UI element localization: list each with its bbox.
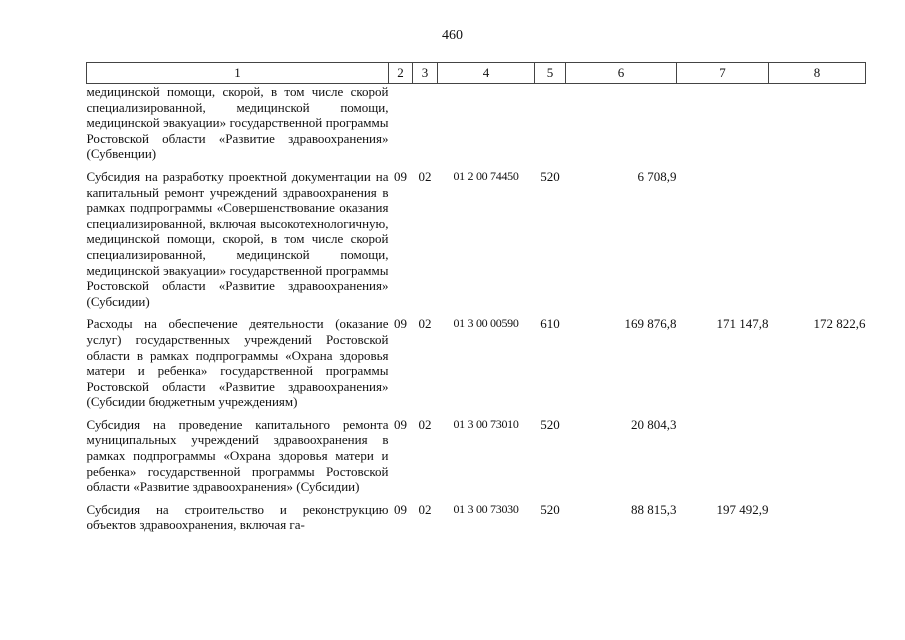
row-description: Субсидия на проведение капитального ремонта муниципальных учреждений здравоохранения в рамках подпрограммы «Охрана здоровья матери и ребенка» государственной программы Ростовской области «Развитие здравоохранения» (Субсидии): [86, 416, 389, 495]
amount-col-7: 171 147,8: [716, 316, 769, 332]
amount-col-8: [769, 417, 866, 502]
table-row: [87, 502, 866, 540]
amount-col-6: 169 876,8: [624, 316, 677, 332]
column-header-2: 2: [389, 63, 413, 84]
amount-col-8: 172 822,6: [813, 316, 866, 332]
expense-type-code: 520: [540, 168, 560, 184]
expense-type-code: 520: [540, 501, 560, 517]
amount-col-7: [677, 84, 769, 169]
subsection-code: 02: [418, 416, 432, 432]
target-article-code: 01 3 00 73010: [453, 416, 519, 431]
row-description: Субсидия на строительство и реконструкцию объектов здравоохранения, включая га-: [86, 501, 389, 533]
table-row: [87, 84, 866, 169]
target-article-code: 01 3 00 00590: [453, 316, 519, 331]
amount-col-6: 88 815,3: [631, 501, 677, 517]
expense-type-code: [535, 84, 566, 169]
expense-type-code: 520: [540, 416, 560, 432]
subsection-code: 02: [418, 316, 432, 332]
amount-col-7: [677, 417, 769, 502]
amount-col-7: 197 492,9: [716, 501, 769, 517]
column-header-6: 6: [566, 63, 677, 84]
section-code: 09: [394, 168, 407, 184]
subsection-code: [413, 84, 438, 169]
column-header-5: 5: [535, 63, 566, 84]
section-code: [389, 84, 413, 169]
column-header-1: 1: [87, 63, 389, 84]
row-description: медицинской помощи, скорой, в том числе скорой специализированной, медицинской помощи, медицинской эвакуации» государственной программы Ростовской области «Развитие здравоохранения» (Субвенции): [86, 84, 389, 162]
budget-table: [86, 62, 866, 540]
table-row: [87, 417, 866, 502]
row-description: Расходы на обеспечение деятельности (оказание услуг) государственных учреждений Ростовской области в рамках подпрограммы «Охрана здоровья матери и ребенка» государственной программы Ростовской области «Развитие здравоохранения» (Субсидии бюджетным учреждениям): [86, 316, 389, 410]
column-header-7: 7: [677, 63, 769, 84]
amount-col-6: [566, 84, 677, 169]
amount-col-6: 6 708,9: [637, 168, 677, 184]
amount-col-8: [769, 502, 866, 540]
table-row: [87, 169, 866, 316]
target-article-code: 01 2 00 74450: [453, 168, 519, 183]
target-article-code: 01 3 00 73030: [453, 501, 519, 516]
target-article-code: [438, 84, 535, 169]
column-header-4: 4: [438, 63, 535, 84]
row-description: Субсидия на разработку проектной документации на капитальный ремонт учреждений здравоохранения в рамках подпрограммы «Совершенствование оказания специализированной, включая высокотехнологичную, медицинской помощи, скорой, в том числе скорой специализированной, медицинской помощи, медицинской эвакуации» государственной программы Ростовской области «Развитие здравоохранения» (Субсидии): [86, 168, 389, 309]
header-row: [87, 63, 866, 84]
section-code: 09: [394, 416, 407, 432]
section-code: 09: [394, 316, 407, 332]
amount-col-6: 20 804,3: [631, 416, 677, 432]
amount-col-8: [769, 84, 866, 169]
section-code: 09: [394, 501, 407, 517]
subsection-code: 02: [418, 501, 432, 517]
expense-type-code: 610: [540, 316, 560, 332]
table-row: [87, 316, 866, 417]
column-header-8: 8: [769, 63, 866, 84]
column-header-3: 3: [413, 63, 438, 84]
page-number: 460: [442, 28, 463, 43]
amount-col-8: [769, 169, 866, 316]
subsection-code: 02: [418, 168, 432, 184]
amount-col-7: [677, 169, 769, 316]
